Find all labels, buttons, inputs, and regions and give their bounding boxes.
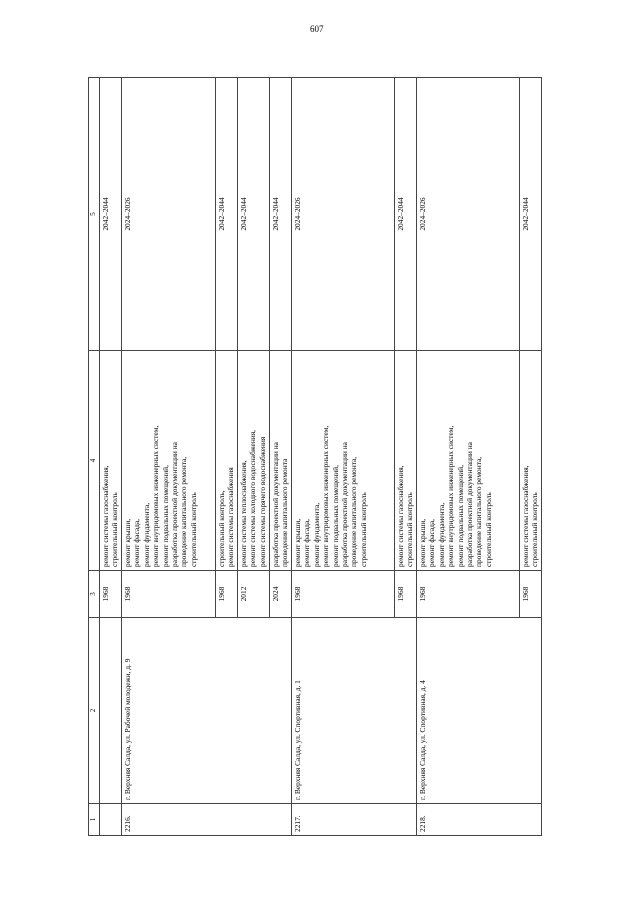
year-cell: 2024 (270, 571, 292, 618)
work-line: ремонт фундамента, (436, 502, 446, 567)
period-cell: 2042–2044 (216, 78, 238, 351)
works-cell (238, 351, 270, 571)
work-line: ремонт системы газоснабжения, (396, 465, 405, 567)
row-number: 2218. (417, 804, 542, 836)
work-line: ремонт системы холодного водоснабжения, (248, 430, 258, 567)
works-cell (100, 351, 122, 571)
work-line: строительный контроль (110, 492, 120, 567)
address-cell (100, 618, 122, 804)
year-cell: 1968 (292, 571, 395, 618)
row-number (100, 804, 122, 836)
work-line: ремонт фасада, (302, 519, 312, 567)
period-cell: 2042–2044 (520, 78, 542, 351)
work-line: строительный контроль (188, 492, 198, 567)
header-cell: 2 (89, 618, 100, 804)
work-line: ремонт фундамента, (311, 502, 321, 567)
year-cell: 1968 (122, 571, 216, 618)
year-cell: 1968 (395, 571, 417, 618)
work-line: строительный контроль (405, 492, 415, 567)
works-cell (270, 351, 292, 571)
works-cell (122, 351, 216, 571)
period-cell: 2024–2026 (292, 78, 395, 351)
works-cell (292, 351, 395, 571)
address-cell: г. Верхняя Салда, ул. Спортивная, д. 4 (417, 618, 542, 804)
header-cell: 1 (89, 804, 100, 836)
rotated-table-container (88, 78, 560, 836)
work-line: ремонт фасада, (427, 519, 437, 567)
year-cell: 1968 (216, 571, 238, 618)
work-line: ремонт системы теплоснабжения, (239, 460, 248, 567)
work-line: разработка проектной документации на (271, 442, 280, 567)
works-cell (520, 351, 542, 571)
table-row (100, 78, 122, 836)
work-line: ремонт внутридомовых инженерных систем, (321, 425, 331, 567)
work-line: строительный контроль, (217, 490, 226, 567)
address-cell: г. Верхняя Салда, ул. Рабочей молодежи, д. 9 (122, 618, 292, 804)
period-cell: 2024–2026 (122, 78, 216, 351)
work-line: строительный контроль (530, 492, 540, 567)
year-cell: 1968 (520, 571, 542, 618)
work-line: ремонт подвальных помещений, (160, 465, 170, 567)
year-cell: 2012 (238, 571, 270, 618)
page-number: 607 (310, 24, 324, 34)
work-line: проведение капитального ремонта, (349, 456, 359, 567)
work-line: ремонт крыши, (418, 518, 427, 567)
work-line: ремонт системы газоснабжения, (521, 465, 530, 567)
work-line: ремонт внутридомовых инженерных систем, (151, 425, 161, 567)
work-line: строительный контроль (358, 492, 368, 567)
period-cell: 2042–2044 (238, 78, 270, 351)
repair-schedule-table (88, 77, 542, 836)
work-line: разработка проектной документации на (170, 442, 180, 567)
work-line: ремонт фасада, (132, 519, 142, 567)
work-line: разработка проектной документации на (340, 442, 350, 567)
header-cell: 3 (89, 571, 100, 618)
work-line: ремонт системы газоснабжения (226, 467, 236, 567)
header-row (89, 78, 100, 836)
row-number: 2217. (292, 804, 417, 836)
row-number: 2216. (122, 804, 292, 836)
period-cell: 2042–2044 (270, 78, 292, 351)
period-cell: 2042–2044 (100, 78, 122, 351)
year-cell: 1968 (100, 571, 122, 618)
table-row (417, 78, 520, 836)
work-line: ремонт внутридомовых инженерных систем, (446, 425, 456, 567)
work-line: проведение капитального ремонта (280, 458, 290, 567)
table-row (292, 78, 395, 836)
header-cell: 4 (89, 351, 100, 571)
works-cell (417, 351, 520, 571)
work-line: проведение капитального ремонта, (179, 456, 189, 567)
work-line: ремонт подвальных помещений, (330, 465, 340, 567)
work-line: ремонт подвальных помещений, (455, 465, 465, 567)
works-cell (395, 351, 417, 571)
work-line: ремонт фундамента, (141, 502, 151, 567)
address-cell: г. Верхняя Салда, ул. Спортивная, д. 1 (292, 618, 417, 804)
work-line: проведение капитального ремонта, (474, 456, 484, 567)
period-cell: 2042–2044 (395, 78, 417, 351)
work-line: ремонт крыши, (123, 518, 132, 567)
work-line: разработка проектной документации на (465, 442, 475, 567)
year-cell: 1968 (417, 571, 520, 618)
work-line: ремонт крыши, (293, 518, 302, 567)
works-cell (216, 351, 238, 571)
work-line: ремонт системы горячего водоснабжения (257, 436, 267, 567)
table-row (122, 78, 216, 836)
period-cell: 2024–2026 (417, 78, 520, 351)
work-line: ремонт системы газоснабжения, (101, 465, 110, 567)
work-line: строительный контроль (483, 492, 493, 567)
header-cell: 5 (89, 78, 100, 351)
